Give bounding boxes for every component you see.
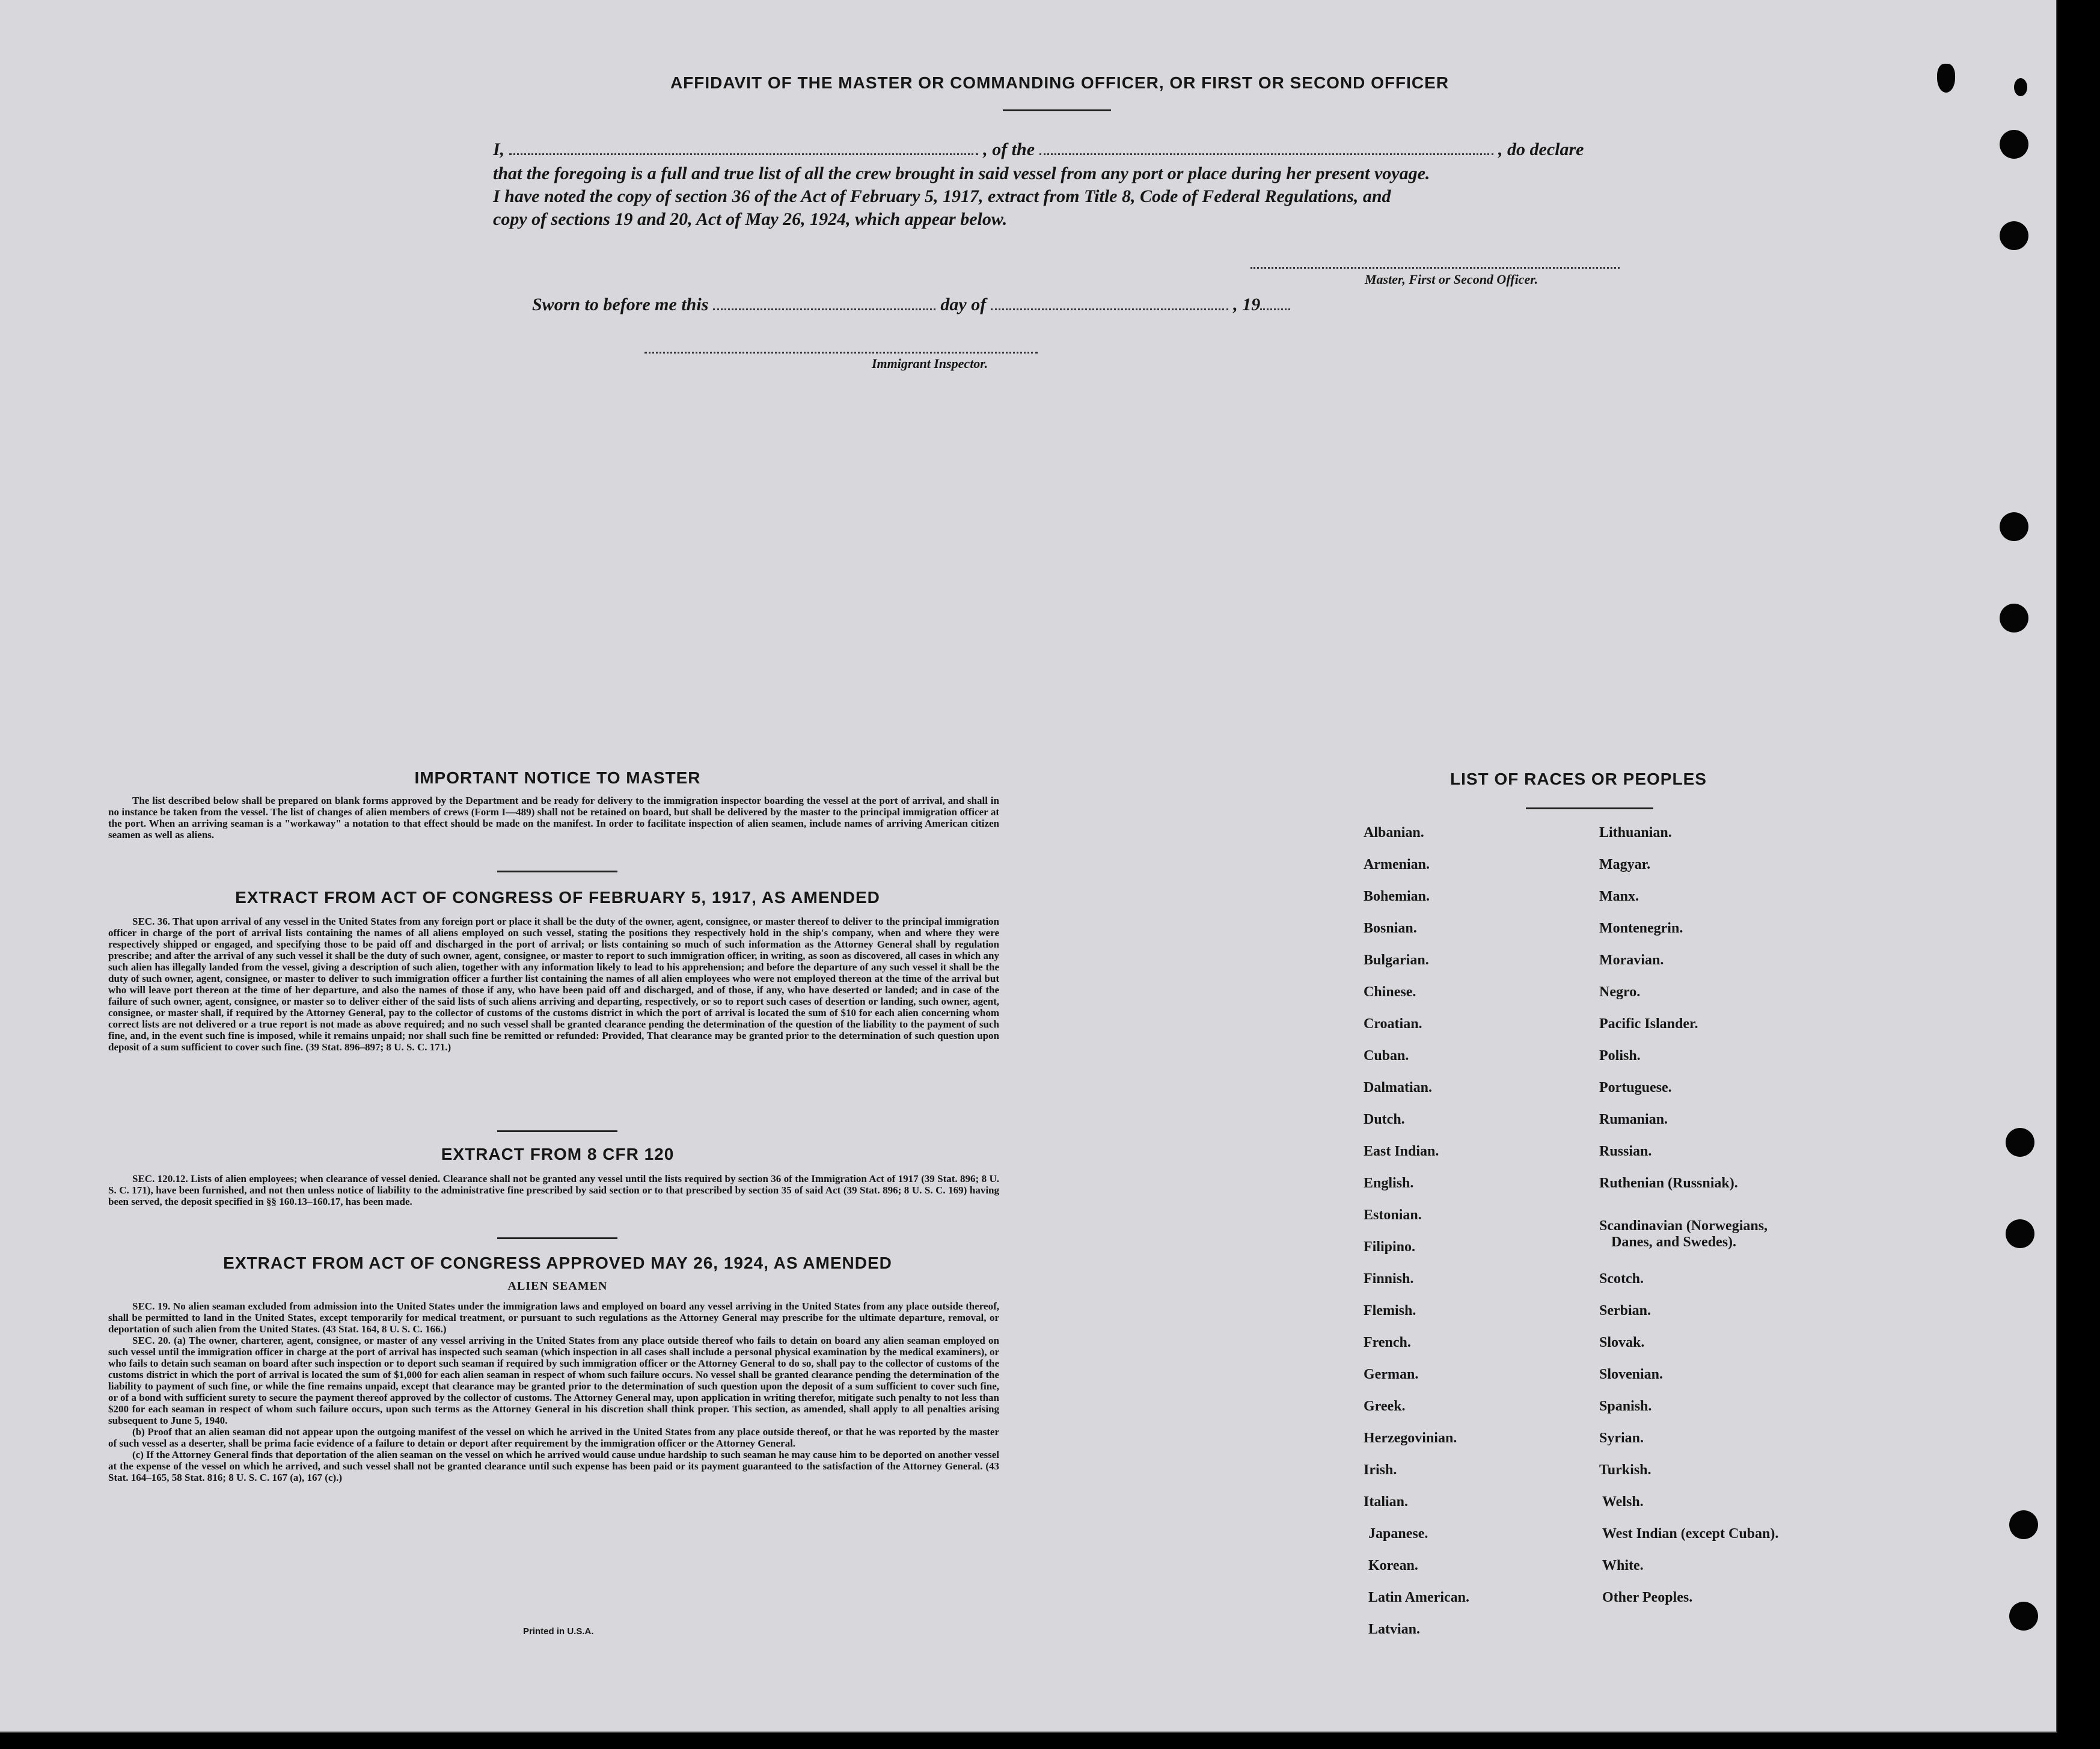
race-item: Slovenian. (1599, 1367, 1664, 1382)
binder-hole (2009, 1602, 2038, 1631)
race-item: White. (1602, 1558, 1644, 1573)
notice-title: IMPORTANT NOTICE TO MASTER (414, 768, 701, 787)
race-item: Flemish. (1364, 1303, 1416, 1319)
binder-hole (2000, 130, 2028, 159)
race-item: Korean. (1368, 1558, 1418, 1573)
binder-hole (2009, 1510, 2038, 1539)
race-item: Ruthenian (Russniak). (1599, 1175, 1738, 1191)
race-item: Polish. (1599, 1048, 1641, 1064)
race-item: Albanian. (1364, 825, 1424, 841)
race-item: German. (1364, 1367, 1419, 1382)
position-blank[interactable] (1039, 153, 1493, 155)
extract-1924-body (108, 1300, 999, 1483)
sworn-year-blank[interactable] (1260, 308, 1290, 310)
notice-rule (497, 871, 617, 872)
do-declare-label: , do declare (1498, 139, 1584, 159)
race-item: Finnish. (1364, 1271, 1414, 1287)
binder-notch-small (2014, 78, 2027, 96)
declaration-line-3: I have noted the copy of section 36 of the Act of February 5, 1917, extract from Title 8, Code of Federal Regulations, and (493, 186, 1391, 206)
race-item: Serbian. (1599, 1303, 1652, 1319)
race-item: Chinese. (1364, 984, 1416, 1000)
i-label: I, (493, 139, 505, 159)
race-item: Moravian. (1599, 952, 1664, 968)
race-item: Bosnian. (1364, 920, 1417, 936)
race-item: Montenegrin. (1599, 920, 1683, 936)
extract-cfr-title: EXTRACT FROM 8 CFR 120 (441, 1145, 675, 1163)
race-item: Rumanian. (1599, 1112, 1668, 1127)
race-item: French. (1364, 1335, 1411, 1350)
binder-hole (2000, 512, 2028, 541)
race-item: Spanish. (1599, 1398, 1652, 1414)
race-item: Filipino. (1364, 1239, 1416, 1255)
master-signature-label: Master, First or Second Officer. (1365, 272, 1538, 287)
extract-1924-subtitle: ALIEN SEAMEN (507, 1279, 608, 1293)
binder-hole (2000, 604, 2028, 633)
extract-cfr-rule (497, 1237, 617, 1239)
race-item: Syrian. (1599, 1430, 1644, 1446)
inspector-signature-label: Immigrant Inspector. (872, 356, 988, 371)
name-blank[interactable] (509, 153, 978, 155)
race-item: Portuguese. (1599, 1080, 1672, 1095)
extract-1917-title: EXTRACT FROM ACT OF CONGRESS OF FEBRUARY 5, 1917, AS AMENDED (235, 888, 880, 907)
year-label: , 19 (1233, 295, 1261, 314)
race-item: Japanese. (1368, 1526, 1428, 1542)
notice-body: The list described below shall be prepared on blank forms approved by the Department and be ready for delivery to the immigration inspector boarding the vessel at the port of arrival, and shall in no instance be taken from the vessel. The list of changes of alien members of crews (Form I—489) shall not be retained on board, but shall be delivered by the master to the principal immigration officer at the port. When an arriving seaman is a "workaway" a notation to that effect should be made on the manifest. In order to facilitate inspection of alien seamen, include names of arriving American citizen seamen as well as aliens. (108, 795, 999, 841)
inspector-signature-line[interactable] (644, 352, 1038, 354)
race-item: Lithuanian. (1599, 825, 1672, 841)
race-item: East Indian. (1364, 1144, 1439, 1159)
day-of-label: day of (940, 295, 987, 314)
race-item: Pacific Islander. (1599, 1016, 1698, 1032)
extract-1924-sec19: SEC. 19. No alien seaman excluded from admission into the United States under the immigration laws and employed on board any vessel arriving in the United States from any place outside thereof, shall be permitted to land in the United States, except temporarily for medical treatment, or pursuant to such regulations as the Attorney General may prescribe for the ultimate departure, removal, or deportation of such alien from the United States. (43 Stat. 164, 8 U. S. C. 166.) (108, 1300, 999, 1335)
binder-hole (2006, 1128, 2034, 1157)
affidavit-title: AFFIDAVIT OF THE MASTER OR COMMANDING OFFICER, OR FIRST OR SECOND OFFICER (670, 73, 1449, 92)
binder-notch (1937, 64, 1955, 93)
race-item: Slovak. (1599, 1335, 1645, 1350)
race-item: Herzegovinian. (1364, 1430, 1457, 1446)
extract-cfr-body: SEC. 120.12. Lists of alien employees; when clearance of vessel denied. Clearance shall not be granted any vessel until the lists required by section 36 of the Immigration Act of 1917 (39 Stat. 896; 8 U. S. C. 171), have been furnished, and not then unless notice of liability to the administrative fine prescribed by said section or to that prescribed by section 35 of said Act (39 Stat. 896; 8 U. S. C. 169) having been served, the deposit specified in §§ 160.13–160.17, has been made. (108, 1173, 999, 1207)
race-item: Dalmatian. (1364, 1080, 1432, 1095)
race-item: Turkish. (1599, 1462, 1652, 1478)
extract-1924-sec20c: (c) If the Attorney General finds that deportation of the alien seaman on the vessel on which he arrived would cause undue hardship to such seaman he may cause him to be deported on another vessel at the expense of the vessel on which he arrived, and such vessel shall not be granted clearance until such expense has been paid or its payment guaranteed to the satisfaction of the Attorney General. (43 Stat. 164–165, 58 Stat. 816; 8 U. S. C. 167 (a), 167 (c).) (108, 1449, 999, 1483)
race-item: West Indian (except Cuban). (1602, 1526, 1779, 1542)
race-item: Magyar. (1599, 857, 1651, 872)
race-item: Italian. (1364, 1494, 1409, 1510)
sworn-date-blank[interactable] (713, 308, 935, 310)
extract-1924-sec20a: SEC. 20. (a) The owner, charterer, agent, consignee, or master of any vessel arriving in the United States from any place outside thereof who fails to detain on board any alien seaman employed on such vessel until the immigration officer in charge at the port of arrival has inspected such seaman (which inspection in all cases shall include a personal physical examination by the medical examiners), or who fails to detain such seaman on board after such inspection or to deport such seaman if required by such immigration officer or the Attorney General to do so, shall pay to the collector of customs of the customs district in which the port of arrival is located the sum of $1,000 for each alien seaman in respect of whom such failure occurs. No vessel shall be granted clearance pending the determination of the liability to payment of such fine, or while the fine remains unpaid, except that clearance may be granted prior to the determination of such question upon the deposit of a sum sufficient to cover such fine, or of a bond with sufficient surety to secure the payment thereof approved by the collector of customs. The Attorney General may, upon application in writing therefor, mitigate such penalty to not less than $200 for each seaman in respect of whom such failure occurs, upon such terms as the Attorney General in his discretion shall think proper. This section, as amended, shall apply to all penalties arising subsequent to June 5, 1940. (108, 1335, 999, 1426)
sworn-month-blank[interactable] (991, 308, 1228, 310)
race-item: Welsh. (1602, 1494, 1644, 1510)
master-signature-line[interactable] (1251, 267, 1620, 269)
declaration-line-4: copy of sections 19 and 20, Act of May 26, 1924, which appear below. (493, 209, 1008, 229)
race-item: Scandinavian (Norwegians, (1599, 1218, 1768, 1234)
race-item: Bulgarian. (1364, 952, 1429, 968)
extract-1924-title: EXTRACT FROM ACT OF CONGRESS APPROVED MAY 26, 1924, AS AMENDED (223, 1254, 892, 1272)
race-item: Estonian. (1364, 1207, 1422, 1223)
race-item: Manx. (1599, 889, 1639, 904)
races-title-rule (1526, 807, 1653, 809)
printed-in-usa: Printed in U.S.A. (523, 1626, 594, 1637)
race-item: Bohemian. (1364, 889, 1430, 904)
extract-1924-sec20b: (b) Proof that an alien seaman did not appear upon the outgoing manifest of the vessel on which he arrived in the United States from any place outside thereof, or that he was reported by the master of such vessel as a deserter, shall be prima facie evidence of a failure to detain or deport after requirement by the immigration officer or the Attorney General. (108, 1426, 999, 1449)
races-title: LIST OF RACES OR PEOPLES (1450, 770, 1707, 788)
race-item: Latvian. (1368, 1622, 1421, 1637)
sworn-label: Sworn to before me this (532, 295, 709, 314)
race-item: Russian. (1599, 1144, 1652, 1159)
race-item: Latin American. (1368, 1590, 1469, 1605)
race-item: Irish. (1364, 1462, 1397, 1478)
of-the-label: , of the (983, 139, 1035, 159)
race-item: Negro. (1599, 984, 1641, 1000)
race-item: Armenian. (1364, 857, 1430, 872)
race-item: Croatian. (1364, 1016, 1422, 1032)
extract-1917-rule (497, 1130, 617, 1132)
affidavit-title-rule (1003, 109, 1111, 111)
binder-hole (2000, 221, 2028, 250)
binder-hole (2006, 1219, 2034, 1248)
race-item: Cuban. (1364, 1048, 1409, 1064)
race-item: Greek. (1364, 1398, 1406, 1414)
race-item: Other Peoples. (1602, 1590, 1693, 1605)
sworn-line (532, 295, 1295, 315)
race-item: Scotch. (1599, 1271, 1644, 1287)
declaration-line-1 (493, 139, 1584, 160)
race-item: English. (1364, 1175, 1414, 1191)
declaration-line-2: that the foregoing is a full and true list of all the crew brought in said vessel from any port or place during her present voyage. (493, 164, 1430, 183)
race-item: Danes, and Swedes). (1611, 1234, 1737, 1250)
extract-1917-body: SEC. 36. That upon arrival of any vessel in the United States from any foreign port or place it shall be the duty of the owner, agent, consignee, or master thereof to deliver to the principal immigration officer in charge of the port of arrival lists containing the names of all aliens employed on such vessel, stating the positions they respectively hold in the ship's company, when and where they were respectively shipped or engaged, and specifying those to be paid off and discharged in the port of arrival; or lists containing so much of such information as the Attorney General shall by regulation prescribe; and after the arrival of any such vessel it shall be the duty of such owner, agent, consignee, or master to report to such immigration officer, in writing, as soon as discovered, all cases in which any such alien has illegally landed from the vessel, giving a description of such alien, together with any information likely to lead to his apprehension; and before the departure of any such vessel it shall be the duty of such owner, agent, consignee, or master to deliver to such immigration officer a further list containing the names of all alien employees who were not employed thereon at the time of the arrival but who will leave port thereon at the time of her departure, and also the names of those if any, who have been paid off and discharged, and of those, if any, who have deserted or landed; and in case of the failure of such owner, agent, consignee, or master so to deliver either of the said lists of such aliens arriving and departing, respectively, or so to report such cases of desertion or landing, such owner, agent, consignee, or master shall, if required by the Attorney General, pay to the collector of customs of the customs district in which the port of arrival is located the sum of $10 for each alien concerning whom correct lists are not delivered or a true report is not made as above required; and no such vessel shall be granted clearance pending the determination of the question of the liability to the payment of such fine, and, in the event such fine is imposed, while it remains unpaid; nor shall such fine be remitted or refunded: Provided, That clearance may be granted prior to the determination of such question upon deposit of a sum sufficient to cover such fine. (39 Stat. 896–897; 8 U. S. C. 171.) (108, 916, 999, 1053)
race-item: Dutch. (1364, 1112, 1405, 1127)
